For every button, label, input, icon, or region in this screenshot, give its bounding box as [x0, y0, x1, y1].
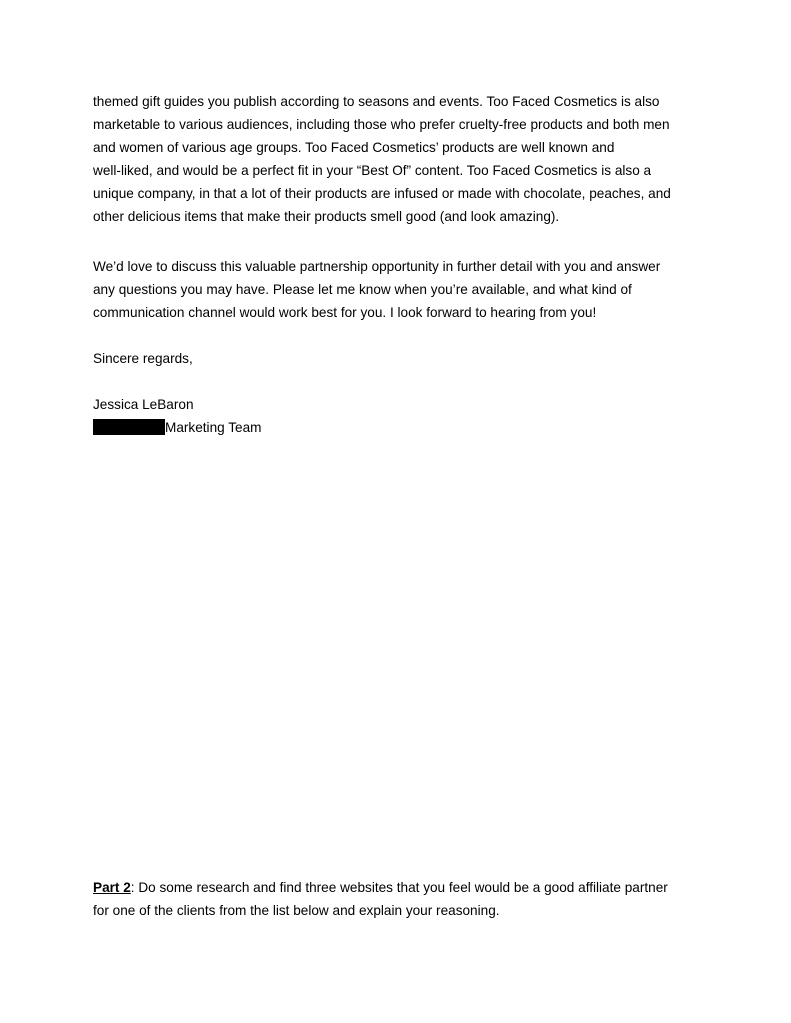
text-line: and women of various age groups. Too Faced Cosmetics’ products are well known and	[93, 140, 615, 155]
body-paragraph-1	[93, 90, 733, 228]
signature-team: Marketing Team	[165, 420, 262, 435]
text-line: We’d love to discuss this valuable partnership opportunity in further detail with you and answer	[93, 259, 661, 274]
text-line: unique company, in that a lot of their products are infused or made with chocolate, peaches, and	[93, 186, 671, 201]
closing-text: Sincere regards,	[93, 351, 193, 366]
body-paragraph-2	[93, 255, 733, 324]
text-line: communication channel would work best for you. I look forward to hearing from you!	[93, 305, 597, 320]
part-2-instructions	[93, 876, 733, 922]
part-2-label: Part 2	[93, 880, 131, 895]
signature-block	[93, 393, 733, 439]
text-line: for one of the clients from the list below and explain your reasoning.	[93, 903, 500, 918]
text-line: themed gift guides you publish according to seasons and events. Too Faced Cosmetics is also	[93, 94, 660, 109]
text-line	[93, 876, 733, 899]
closing-salutation	[93, 347, 733, 370]
text-line: well-liked, and would be a perfect fit in your “Best Of” content. Too Faced Cosmetics is also a	[93, 163, 652, 178]
text-line: marketable to various audiences, including those who prefer cruelty-free products and both men	[93, 117, 670, 132]
text-line: any questions you may have. Please let me know when you’re available, and what kind of	[93, 282, 632, 297]
part-2-text: : Do some research and find three websites that you feel would be a good affiliate partner	[130, 880, 668, 895]
text-line: other delicious items that make their products smell good (and look amazing).	[93, 209, 560, 224]
redaction-bar	[93, 419, 165, 435]
signature-team-line	[93, 416, 733, 439]
signature-name: Jessica LeBaron	[93, 397, 194, 412]
